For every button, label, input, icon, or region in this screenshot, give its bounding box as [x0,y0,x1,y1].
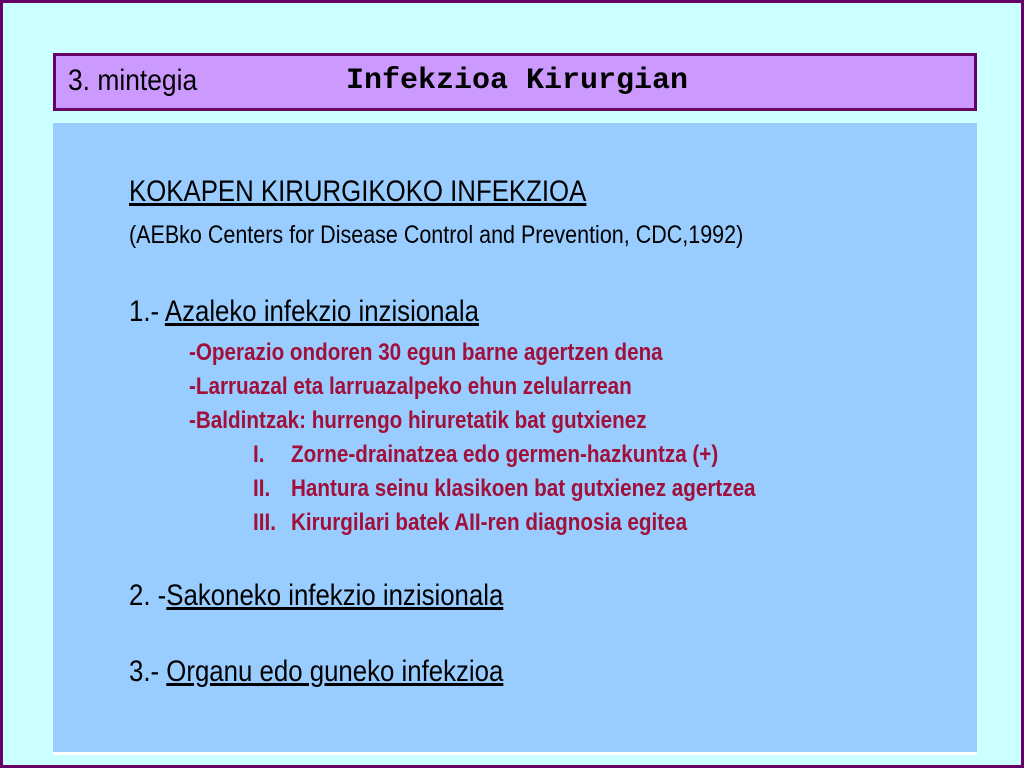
section-2-number: 2. - [129,579,167,612]
seminar-number: 3. mintegia [68,64,198,97]
criterion-1-numeral: I. [253,441,265,468]
section-1-number: 1.- [129,295,165,328]
bullet-conditions: -Baldintzak: hurrengo hiruretatik bat gutxienez [189,407,647,434]
section-1 [129,295,479,329]
section-3 [129,655,503,689]
section-2 [129,579,503,613]
slide-title: Infekzioa Kirurgian [346,64,689,98]
criterion-3-numeral: III. [253,509,276,536]
content-heading: KOKAPEN KIRURGIKOKO INFEKZIOA [129,175,587,208]
section-2-title: Sakoneko infekzio inzisionala [166,579,504,612]
source-citation: (AEBko Centers for Disease Control and Prevention, CDC,1992) [129,221,744,249]
section-3-number: 3.- [129,655,167,688]
content-panel [53,123,977,755]
section-1-title: Azaleko infekzio inzisionala [164,295,479,328]
criterion-2-text: Hantura seinu klasikoen bat gutxienez agertzea [291,475,756,502]
section-3-title: Organu edo guneko infekzioa [166,655,504,688]
bullet-timing: -Operazio ondoren 30 egun barne agertzen dena [189,339,663,366]
criterion-3-text: Kirurgilari batek AII-ren diagnosia egitea [291,509,688,536]
bullet-tissue: -Larruazal eta larruazalpeko ehun zelularrean [189,373,632,400]
criterion-2-numeral: II. [253,475,271,502]
criterion-1-text: Zorne-drainatzea edo germen-hazkuntza (+) [291,441,719,468]
title-bar [53,53,977,111]
